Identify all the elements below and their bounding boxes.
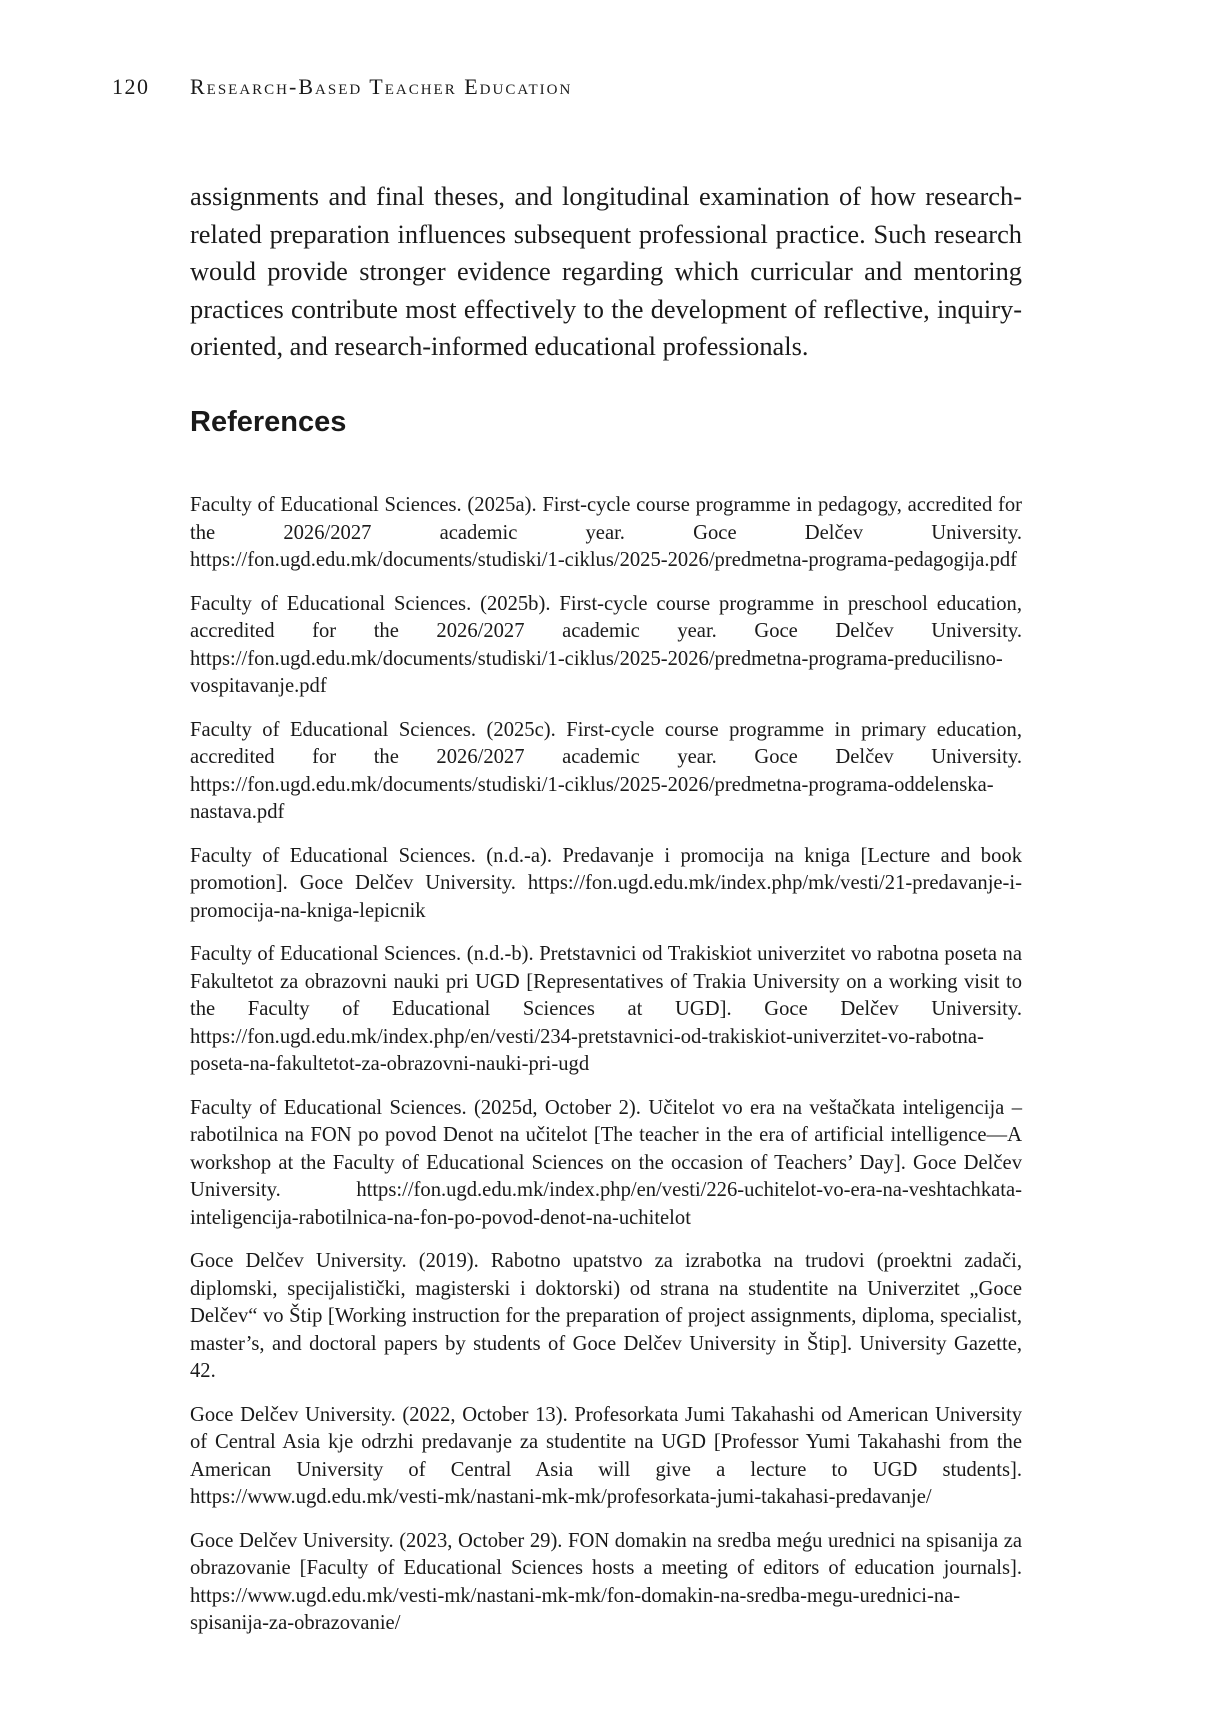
- page-number: 120: [112, 74, 150, 99]
- reference-item: Faculty of Educational Sciences. (2025b). First-cycle course programme in preschool education, accredited for the 2026/2027 academic year. Goce Delčev University. https://fon.ugd.edu.mk/documents/studiski/1-ciklus/2025-2026/predmetna-programa-preducilisno-vospitavanje.pdf: [190, 592, 1022, 697]
- reference-item: Goce Delčev University. (2019). Rabotno upatstvo za izrabotka na trudovi (proektni zadači, diplomski, specijalistički, magisterski i doktorski) od strana na studentite na Univerzitet „Goce Delčev“ vo Štip [Working instruction for the preparation of project assignments, diploma, specialist, master’s, and doctoral papers by students of Goce Delčev University in Štip]. University Gazette, 42.: [190, 1250, 1022, 1382]
- body-paragraph: assignments and final theses, and longitudinal examination of how research-related preparation influences subsequent professional practice. Such research would provide stronger evidence regarding which curricular and mentoring practices contribute most effectively to the development of reflective, inquiry-oriented, and research-informed educational professionals.: [190, 181, 1022, 361]
- references-heading: References: [190, 406, 347, 438]
- reference-item: Faculty of Educational Sciences. (2025a). First-cycle course programme in pedagogy, accredited for the 2026/2027 academic year. Goce Delčev University. https://fon.ugd.edu.mk/documents/studiski/1-ciklus/2025-2026/predmetna-programa-pedagogija.pdf: [190, 494, 1022, 571]
- reference-item: Goce Delčev University. (2023, October 29). FON domakin na sredba meǵu urednici na spisanija za obrazovanie [Faculty of Educational Sciences hosts a meeting of editors of education journals]. https://www.ugd.edu.mk/vesti-mk/nastani-mk-mk/fon-domakin-na-sredba-megu-urednici-na-spisanija-za-obrazovanie/: [190, 1529, 1022, 1634]
- running-header: [112, 74, 572, 100]
- reference-item: Faculty of Educational Sciences. (n.d.-b). Pretstavnici od Trakiskiot univerzitet vo rabotna poseta na Fakultetot za obrazovni nauki pri UGD [Representatives of Trakia University on a working visit to the Faculty of Educational Sciences at UGD]. Goce Delčev University. https://fon.ugd.edu.mk/index.php/en/vesti/234-pretstavnici-od-trakiskiot-univerzitet-vo-rabotna-poseta-na-fakultetot-za-obrazovni-nauki-pri-ugd: [190, 943, 1022, 1075]
- reference-item: Faculty of Educational Sciences. (2025d, October 2). Učitelot vo era na veštačkata inteligencija – rabotilnica na FON po povod Denot na učitelot [The teacher in the era of artificial intelligence—A workshop at the Faculty of Educational Sciences on the occasion of Teachers’ Day]. Goce Delčev University. https://fon.ugd.edu.mk/index.php/en/vesti/226-uchitelot-vo-era-na-veshtachkata-inteligencija-rabotilnica-na-fon-po-povod-denot-na-uchitelot: [190, 1096, 1022, 1229]
- reference-list: [190, 492, 1022, 1654]
- reference-item: Faculty of Educational Sciences. (2025c). First-cycle course programme in primary education, accredited for the 2026/2027 academic year. Goce Delčev University. https://fon.ugd.edu.mk/documents/studiski/1-ciklus/2025-2026/predmetna-programa-oddelenska-nastava.pdf: [190, 718, 1022, 823]
- book-title: Research-Based Teacher Education: [190, 74, 573, 99]
- reference-item: Faculty of Educational Sciences. (n.d.-a). Predavanje i promocija na kniga [Lecture and book promotion]. Goce Delčev University. https://fon.ugd.edu.mk/index.php/mk/vesti/21-predavanje-i-promocija-na-kniga-lepicnik: [190, 844, 1022, 922]
- reference-item: Goce Delčev University. (2022, October 13). Profesorkata Jumi Takahashi od American University of Central Asia kje odrzhi predavanje za studentite na UGD [Professor Yumi Takahashi from the American University of Central Asia will give a lecture to UGD students]. https://www.ugd.edu.mk/vesti-mk/nastani-mk-mk/profesorkata-jumi-takahasi-predavanje/: [190, 1403, 1022, 1508]
